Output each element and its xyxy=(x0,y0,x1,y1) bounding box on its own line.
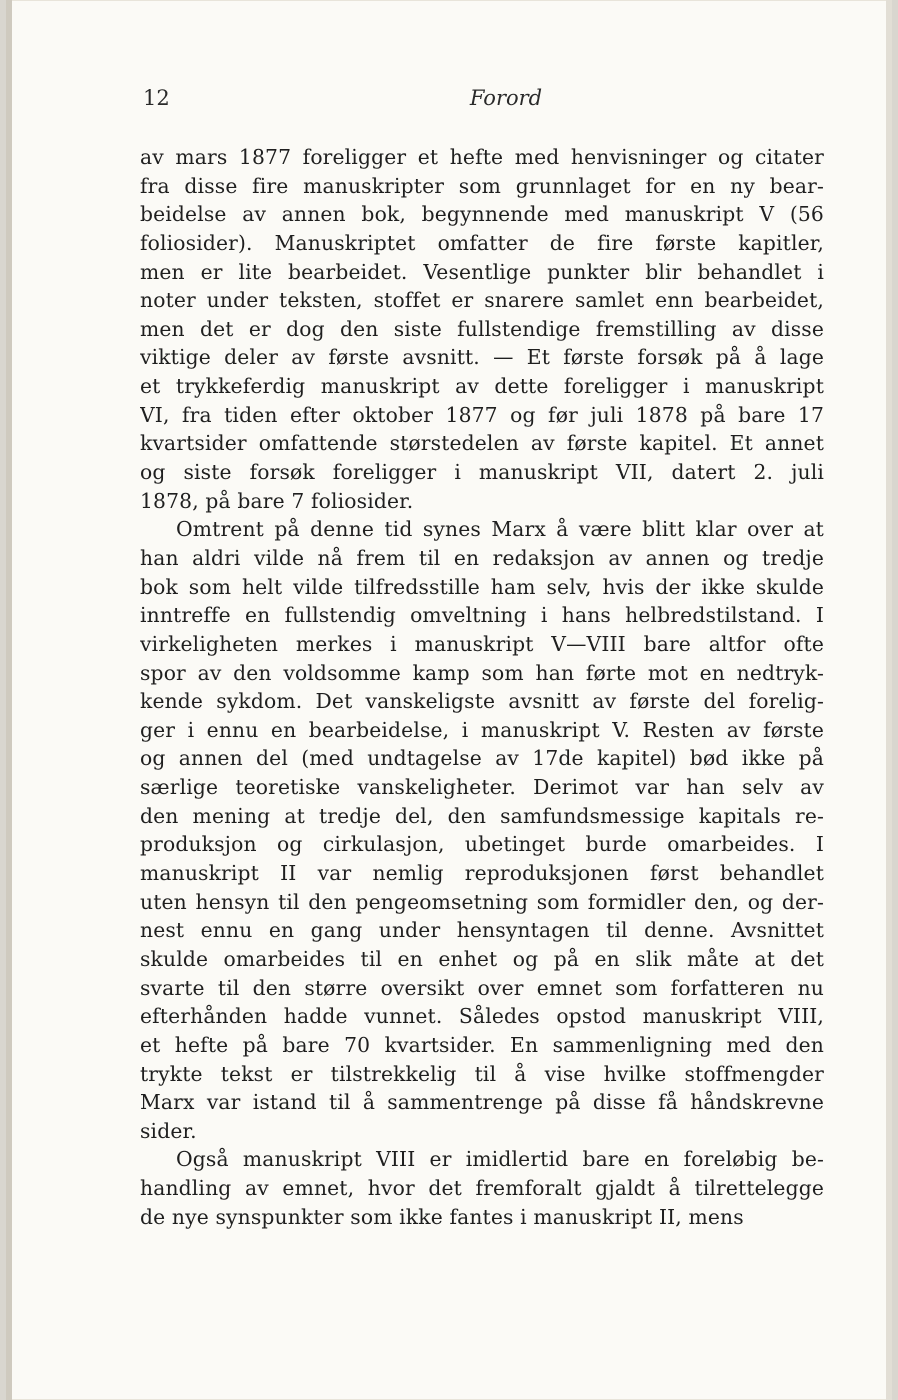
page-header xyxy=(136,86,826,116)
text-line: men det er dog den siste fullstendige fremstilling av disse xyxy=(140,316,824,341)
text-line: et hefte på bare 70 kvartsider. En sammenligning med den xyxy=(140,1032,824,1057)
text-line: foliosider). Manuskriptet omfatter de fire første kapitler, xyxy=(140,230,824,255)
text-line: fra disse fire manuskripter som grunnlaget for en ny bear- xyxy=(140,173,824,198)
text-line: spor av den voldsomme kamp som han førte mot en nedtryk- xyxy=(140,660,824,685)
text-line: produksjon og cirkulasjon, ubetinget burde omarbeides. I xyxy=(140,832,824,857)
page-number: 12 xyxy=(143,86,170,110)
text-line: han aldri vilde nå frem til en redaksjon av annen og tredje xyxy=(140,545,824,570)
text-line: 1878, på bare 7 foliosider. xyxy=(140,488,414,513)
text-line: den mening at tredje del, den samfundsmessige kapitals re- xyxy=(140,803,824,828)
text-line: manuskript II var nemlig reproduksjonen først behandlet xyxy=(140,861,824,886)
text-line: VI, fra tiden efter oktober 1877 og før juli 1878 på bare 17 xyxy=(140,402,824,427)
paragraph xyxy=(140,143,824,515)
text-line: de nye synspunkter som ikke fantes i manuskript II, mens xyxy=(140,1204,744,1229)
text-line: viktige deler av første avsnitt. — Et første forsøk på å lage xyxy=(140,345,824,370)
page-edge-right xyxy=(886,0,892,1400)
body-text xyxy=(140,143,824,1231)
text-line: og annen del (med undtagelse av 17de kapitel) bød ikke på xyxy=(140,746,824,771)
text-line: inntreffe en fullstendig omveltning i hans helbredstilstand. I xyxy=(140,603,824,628)
text-line: svarte til den større oversikt over emnet som forfatteren nu xyxy=(140,975,824,1000)
text-line: og siste forsøk foreligger i manuskript VII, datert 2. juli xyxy=(140,460,824,485)
text-line: Også manuskript VIII er imidlertid bare en foreløbig be- xyxy=(176,1147,824,1172)
text-line: noter under teksten, stoffet er snarere samlet enn bearbeidet, xyxy=(140,288,824,313)
running-head: Forord xyxy=(469,86,543,110)
text-line: ger i ennu en bearbeidelse, i manuskript V. Resten av første xyxy=(140,717,824,742)
text-line: særlige teoretiske vanskeligheter. Derimot var han selv av xyxy=(140,775,824,800)
text-line: kvartsider omfattende størstedelen av første kapitel. Et annet xyxy=(140,431,824,456)
text-line: skulde omarbeides til en enhet og på en slik måte at det xyxy=(140,946,824,971)
text-line: trykte tekst er tilstrekkelig til å vise hvilke stoffmengder xyxy=(140,1061,824,1086)
text-line: Omtrent på denne tid synes Marx å være blitt klar over at xyxy=(176,517,824,542)
text-line: Marx var istand til å sammentrenge på disse få håndskrevne xyxy=(140,1090,824,1115)
paragraph xyxy=(140,515,824,1145)
text-line: kende sykdom. Det vanskeligste avsnitt av første del forelig- xyxy=(140,689,824,714)
text-line: bok som helt vilde tilfredsstille ham selv, hvis der ikke skulde xyxy=(140,574,824,599)
page-edge-left xyxy=(6,0,12,1400)
text-line: sider. xyxy=(140,1118,197,1143)
text-line: handling av emnet, hvor det fremforalt gjaldt å tilrettelegge xyxy=(140,1176,824,1201)
text-line: virkeligheten merkes i manuskript V—VIII bare altfor ofte xyxy=(140,631,824,656)
book-page xyxy=(6,0,892,1400)
text-line: nest ennu en gang under hensyntagen til denne. Avsnittet xyxy=(140,918,824,943)
text-line: beidelse av annen bok, begynnende med manuskript V (56 xyxy=(140,202,824,227)
text-line: men er lite bearbeidet. Vesentlige punkter blir behandlet i xyxy=(140,259,824,284)
text-line: et trykkeferdig manuskript av dette foreligger i manuskript xyxy=(140,374,824,399)
text-line: efterhånden hadde vunnet. Således opstod manuskript VIII, xyxy=(140,1004,824,1029)
paragraph xyxy=(140,1145,824,1231)
text-line: av mars 1877 foreligger et hefte med henvisninger og citater xyxy=(140,145,824,169)
text-line: uten hensyn til den pengeomsetning som formidler den, og der- xyxy=(140,889,824,914)
